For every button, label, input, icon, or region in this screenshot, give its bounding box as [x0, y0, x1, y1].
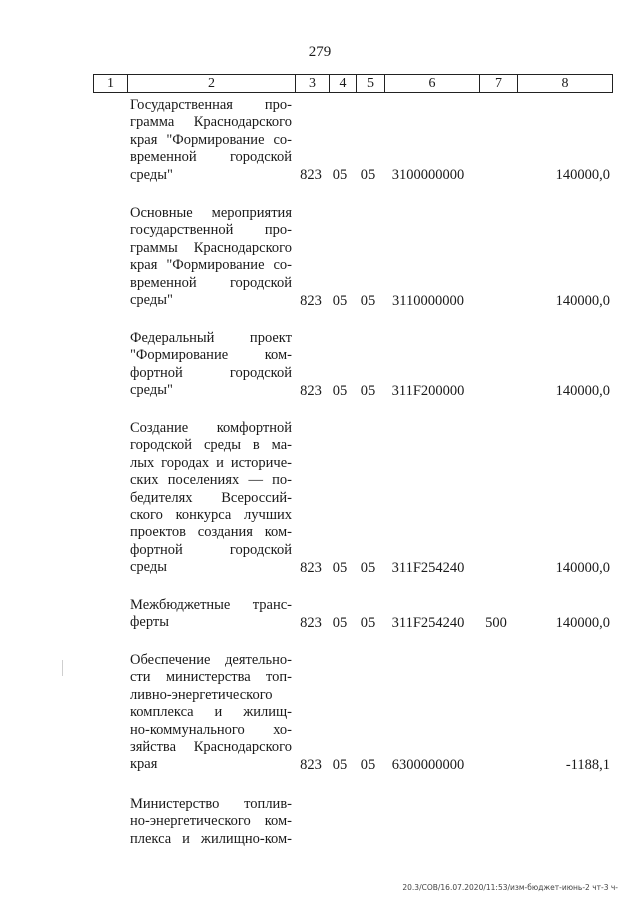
description-line: временной городской — [130, 274, 292, 291]
description-line: проектов создания ком- — [130, 524, 292, 541]
ministry-code: 823 — [300, 614, 322, 631]
expense-type-code: 500 — [485, 614, 507, 631]
description-line: Государственная про- — [130, 97, 292, 113]
target-article-code: 311F254240 — [391, 559, 465, 576]
description-line: среды" — [130, 166, 173, 183]
row-description — [130, 796, 292, 848]
description-line: среды" — [130, 292, 173, 309]
target-article-code: 311F254240 — [391, 614, 465, 631]
row-description — [130, 652, 292, 774]
ministry-code: 823 — [300, 166, 322, 183]
description-line: фортной городской — [130, 541, 292, 558]
subsection-code: 05 — [360, 166, 376, 183]
ministry-code: 823 — [300, 559, 322, 576]
description-line: Министерство топлив- — [130, 796, 292, 812]
column-header-row — [94, 75, 613, 93]
description-line: лых городах и историче- — [130, 454, 292, 471]
description-line: края "Формирование со- — [130, 257, 292, 274]
row-description — [130, 330, 292, 400]
description-line: плекса и жилищно-ком- — [130, 830, 292, 847]
amount-value: 140000,0 — [555, 382, 610, 399]
row-description — [130, 97, 292, 184]
column-header-1: 1 — [94, 75, 128, 93]
budget-row-comfortable-environment — [0, 420, 640, 577]
target-article-code: 3110000000 — [392, 292, 464, 309]
description-line: грамма Краснодарского — [130, 114, 292, 131]
description-line: временной городской — [130, 149, 292, 166]
description-line: Межбюджетные транс- — [130, 597, 292, 613]
ministry-code: 823 — [300, 756, 322, 773]
amount-value: 140000,0 — [555, 614, 610, 631]
description-line: Федеральный проект — [130, 330, 292, 346]
ministry-code: 823 — [300, 292, 322, 309]
section-code: 05 — [332, 292, 348, 309]
column-header-3: 3 — [296, 75, 330, 93]
description-line: но-энергетического ком- — [130, 813, 292, 830]
description-line: ферты — [130, 614, 169, 631]
description-line: зяйства Краснодарского — [130, 739, 292, 756]
row-description — [130, 597, 292, 632]
section-code: 05 — [332, 559, 348, 576]
column-header-2: 2 — [128, 75, 296, 93]
budget-row-federal-project — [0, 330, 640, 400]
description-line: граммы Краснодарского — [130, 239, 292, 256]
column-header-table — [93, 74, 613, 93]
page-number: 279 — [308, 44, 332, 60]
description-line: сти министерства топ- — [130, 669, 292, 686]
description-line: государственной про- — [130, 222, 292, 239]
budget-row-interbudget-transfers — [0, 597, 640, 632]
description-line: Обеспечение деятельно- — [130, 652, 292, 668]
target-article-code: 311F200000 — [391, 382, 465, 399]
description-line: комплекса и жилищ- — [130, 704, 292, 721]
description-line: городской среды в ма- — [130, 437, 292, 454]
description-line: ских поселениях — по- — [130, 472, 292, 489]
target-article-code: 3100000000 — [391, 166, 465, 183]
description-line: фортной городской — [130, 364, 292, 381]
subsection-code: 05 — [360, 292, 376, 309]
description-line: края "Формирование со- — [130, 131, 292, 148]
description-line: ливно-энергетического — [130, 686, 273, 703]
description-line: края — [130, 756, 158, 773]
amount-value: -1188,1 — [565, 756, 610, 773]
subsection-code: 05 — [360, 382, 376, 399]
section-code: 05 — [332, 756, 348, 773]
budget-row-ministry-heading — [0, 796, 640, 849]
budget-row-ministry-support — [0, 652, 640, 774]
row-description — [130, 205, 292, 309]
budget-row-program — [0, 97, 640, 184]
budget-row-main-activities — [0, 205, 640, 310]
section-code: 05 — [332, 382, 348, 399]
section-code: 05 — [332, 166, 348, 183]
description-line: бедителях Всероссий- — [130, 489, 292, 506]
subsection-code: 05 — [360, 559, 376, 576]
column-header-4: 4 — [330, 75, 357, 93]
description-line: Создание комфортной — [130, 420, 292, 436]
amount-value: 140000,0 — [555, 166, 610, 183]
ministry-code: 823 — [300, 382, 322, 399]
column-header-5: 5 — [357, 75, 385, 93]
document-footer-stamp: 20.3/СОВ/16.07.2020/11:53/изм-бюджет-июнь-2 чт-3 ч- — [402, 883, 618, 892]
amount-value: 140000,0 — [555, 292, 610, 309]
column-header-6: 6 — [385, 75, 480, 93]
description-line: но-коммунального хо- — [130, 721, 292, 738]
description-line: Основные мероприятия — [130, 205, 292, 221]
column-header-8: 8 — [518, 75, 613, 93]
section-code: 05 — [332, 614, 348, 631]
subsection-code: 05 — [360, 614, 376, 631]
subsection-code: 05 — [360, 756, 376, 773]
target-article-code: 6300000000 — [391, 756, 465, 773]
column-header-7: 7 — [480, 75, 518, 93]
row-description — [130, 420, 292, 577]
description-line: среды" — [130, 382, 173, 399]
amount-value: 140000,0 — [555, 559, 610, 576]
description-line: среды — [130, 559, 168, 576]
description-line: ского конкурса лучших — [130, 507, 292, 524]
description-line: "Формирование ком- — [130, 347, 292, 364]
